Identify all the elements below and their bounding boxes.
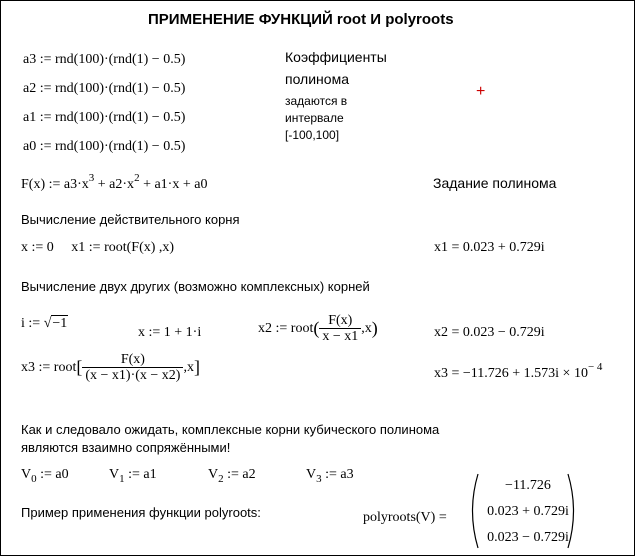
v3-rhs: := a3 xyxy=(321,467,354,482)
vector-v3-definition[interactable] xyxy=(306,467,354,485)
polyroots-root-2: 0.023 + 0.729i xyxy=(487,504,569,519)
crosshair-cursor-icon: + xyxy=(476,83,486,100)
v0-name: V xyxy=(21,467,32,482)
sqrt-radicand: −1 xyxy=(52,316,68,332)
x1-result[interactable]: x1 = 0.023 + 0.729i xyxy=(434,240,545,255)
x3-result-main: x3 = −11.726 + 1.573i × 10 xyxy=(434,366,588,381)
vector-v0-definition[interactable] xyxy=(21,467,69,485)
v1-index: 1 xyxy=(119,473,125,485)
x2-fraction xyxy=(319,313,361,345)
poly-power-2: 2 xyxy=(134,172,140,184)
x3-result-exponent: − 4 xyxy=(587,361,603,373)
x2-fraction-numerator: F(x) xyxy=(319,313,361,329)
x2-fraction-denominator: x − x1 xyxy=(322,329,359,345)
v2-index: 2 xyxy=(218,473,224,485)
polynomial-note: Задание полинома xyxy=(433,175,557,191)
v2-name: V xyxy=(208,467,219,482)
page-title: ПРИМЕНЕНИЕ ФУНКЦИЙ root И polyroots xyxy=(148,11,454,28)
polynomial-definition[interactable] xyxy=(21,172,207,192)
x3-fraction-numerator: F(x) xyxy=(82,352,183,368)
x-initial-guess[interactable]: x := 1 + 1·i xyxy=(138,325,202,340)
left-bracket: [ xyxy=(76,356,83,377)
x3-definition[interactable] xyxy=(21,352,200,384)
complex-roots-heading: Вычисление двух других (возможно комплексных) корней xyxy=(21,279,370,294)
x3-fraction-denominator: (x − x1)·(x − x2) xyxy=(85,368,181,384)
polyroots-result-matrix[interactable] xyxy=(478,473,578,551)
v1-rhs: := a1 xyxy=(124,467,157,482)
x2-result[interactable]: x2 = 0.023 − 0.729i xyxy=(434,325,545,340)
x3-def-lhs: x3 := root xyxy=(21,360,77,376)
v1-name: V xyxy=(109,467,120,482)
right-paren: ) xyxy=(371,317,378,338)
x2-def-lhs: x2 := root xyxy=(258,321,314,337)
v2-rhs: := a2 xyxy=(223,467,256,482)
vector-v2-definition[interactable] xyxy=(208,467,256,485)
v3-name: V xyxy=(306,467,317,482)
coef-note-line-1: Коэффициенты xyxy=(285,49,387,65)
coef-a2-definition[interactable]: a2 := rnd(100)·(rnd(1) − 0.5) xyxy=(23,81,186,96)
coef-note-line-4: интервале xyxy=(285,111,344,125)
real-root-heading: Вычисление действительного корня xyxy=(21,212,240,227)
coef-a0-definition[interactable]: a0 := rnd(100)·(rnd(1) − 0.5) xyxy=(23,139,186,154)
x2-def-tail: ,x xyxy=(361,321,372,337)
coef-a1-definition[interactable]: a1 := rnd(100)·(rnd(1) − 0.5) xyxy=(23,110,186,125)
sqrt-symbol: √−1 xyxy=(43,316,68,332)
left-paren: ( xyxy=(313,317,320,338)
polyroots-label: Пример применения функции polyroots: xyxy=(21,505,261,520)
coef-a3-definition[interactable]: a3 := rnd(100)·(rnd(1) − 0.5) xyxy=(23,52,186,67)
polyroots-root-3: 0.023 − 0.729i xyxy=(487,530,569,545)
v0-index: 0 xyxy=(31,473,37,485)
right-bracket: ] xyxy=(193,356,200,377)
polyroots-expression[interactable]: polyroots(V) = xyxy=(363,510,447,525)
x3-result[interactable] xyxy=(434,361,602,381)
poly-lhs: F(x) := a3·x xyxy=(21,177,89,192)
poly-power-3: 3 xyxy=(88,172,95,184)
i-def-lhs: i := xyxy=(21,316,44,331)
coef-note-line-2: полинома xyxy=(285,71,349,87)
conclusion-line-2: являются взаимно сопряжёнными! xyxy=(21,440,231,455)
v3-index: 3 xyxy=(316,473,322,485)
conclusion-line-1: Как и следовало ожидать, комплексные корни кубического полинома xyxy=(21,422,440,437)
poly-mid: + a2·x xyxy=(94,177,135,192)
v0-rhs: := a0 xyxy=(36,467,69,482)
x2-definition[interactable] xyxy=(258,313,378,345)
real-root-expression[interactable]: x := 0 x1 := root(F(x) ,x) xyxy=(21,240,175,255)
vector-v1-definition[interactable] xyxy=(109,467,157,485)
poly-rest: + a1·x + a0 xyxy=(139,177,208,192)
x3-fraction xyxy=(82,352,183,384)
x3-def-tail: ,x xyxy=(183,360,194,376)
coef-note-line-5: [-100,100] xyxy=(285,128,340,142)
polyroots-root-1: −11.726 xyxy=(505,478,551,493)
imaginary-unit-definition[interactable] xyxy=(21,316,68,331)
coef-note-line-3: задаются в xyxy=(285,94,348,108)
